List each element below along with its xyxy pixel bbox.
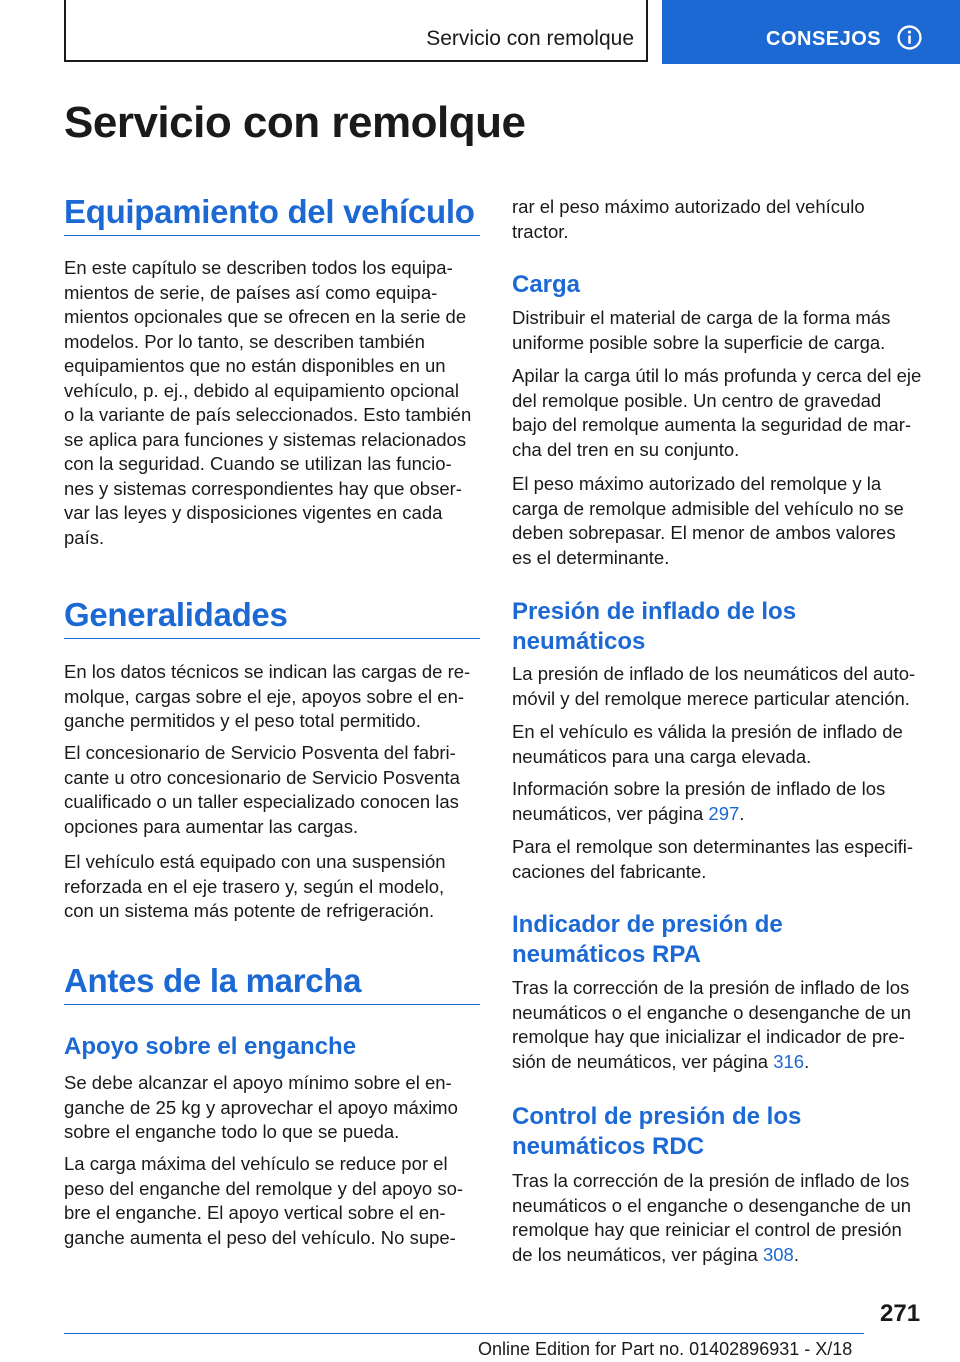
paragraph-rdc xyxy=(512,1169,942,1267)
text-line: neumáticos o el enganche o desenganche de un xyxy=(512,1194,912,1216)
text-line: molque, cargas sobre el eje, apoyos sobre el en- xyxy=(64,685,465,707)
text-line: neumáticos para una carga elevada. xyxy=(512,745,812,767)
text-line: cante u otro concesionario de Servicio Posventa xyxy=(64,766,460,788)
header-section-box xyxy=(64,0,648,62)
section-rule xyxy=(64,638,480,639)
text-line: bre el enganche. El apoyo vertical sobre el en- xyxy=(64,1202,446,1223)
text-line: o la variante de país seleccionados. Esto también xyxy=(64,404,472,425)
text-fragment: . xyxy=(739,802,745,824)
text-line-with-link xyxy=(512,1050,942,1075)
text-line: El vehículo está equipado con una suspensión xyxy=(64,851,446,872)
heading-generalidades: Generalidades xyxy=(64,596,288,633)
text-line: peso del enganche del remolque y del apoyo so- xyxy=(64,1177,464,1199)
info-icon[interactable] xyxy=(897,25,922,50)
text-line: equipamientos que no están disponibles en un xyxy=(64,355,446,376)
text-line: caciones del fabricante. xyxy=(512,860,707,882)
text-line: sobre el enganche todo lo que se pueda. xyxy=(64,1121,400,1142)
text-fragment: neumáticos, ver página xyxy=(512,802,709,824)
text-line: Se debe alcanzar el apoyo mínimo sobre el en- xyxy=(64,1072,452,1093)
header-tab-consejos[interactable] xyxy=(662,0,960,64)
paragraph-apoyo-2 xyxy=(64,1152,484,1250)
text-fragment: de los neumáticos, ver página xyxy=(512,1243,763,1265)
heading-line: Control de presión de los xyxy=(512,1103,802,1130)
section-rule xyxy=(64,235,480,236)
text-line: Tras la corrección de la presión de inflado de los xyxy=(512,1170,910,1191)
text-line: La presión de inflado de los neumáticos del auto- xyxy=(512,663,916,684)
text-line-with-link xyxy=(512,802,942,827)
text-line: ganche permitidos y el peso total permitido. xyxy=(64,710,421,731)
text-line: con un sistema más potente de refrigeración. xyxy=(64,900,435,921)
text-line: remolque hay que reiniciar el control de presión xyxy=(512,1219,902,1240)
heading-line: neumáticos RPA xyxy=(512,941,701,968)
text-line: deben sobrepasar. El menor de ambos valores xyxy=(512,522,896,543)
text-line: rar el peso máximo autorizado del vehículo xyxy=(512,196,865,217)
text-line: país. xyxy=(64,526,105,548)
text-line: Apilar la carga útil lo más profunda y cerca del eje xyxy=(512,365,922,386)
text-line: remolque hay que inicializar el indicador de pre- xyxy=(512,1026,905,1047)
text-line: mientos de serie, de países así como equipa- xyxy=(64,281,438,303)
text-line: mientos opcionales que se ofrecen en la serie de xyxy=(64,306,467,327)
text-line: reforzada en el eje trasero y, según el modelo, xyxy=(64,875,445,897)
text-line: tractor. xyxy=(512,220,569,242)
heading-antes-marcha: Antes de la marcha xyxy=(64,962,362,999)
paragraph-presion-1 xyxy=(512,662,942,711)
heading-equipamiento: Equipamiento del vehículo xyxy=(64,193,475,230)
section-rule xyxy=(64,1004,480,1005)
text-line: cha del tren en su conjunto. xyxy=(512,438,740,460)
text-line: Información sobre la presión de inflado de los xyxy=(512,778,886,799)
page-number: 271 xyxy=(880,1300,921,1327)
paragraph-equipamiento xyxy=(64,256,484,550)
heading-line: neumáticos xyxy=(512,628,646,655)
text-line: bajo del remolque aumenta la seguridad de mar- xyxy=(512,414,912,435)
text-fragment: . xyxy=(804,1050,810,1072)
heading-line: Presión de inflado de los xyxy=(512,598,797,625)
paragraph-carga-2 xyxy=(512,364,942,462)
text-line: La carga máxima del vehículo se reduce por el xyxy=(64,1153,448,1174)
page-link-316[interactable]: 316 xyxy=(773,1050,805,1072)
text-line: Distribuir el material de carga de la forma más xyxy=(512,307,891,328)
text-line: vehículo, p. ej., debido al equipamiento opcional xyxy=(64,379,459,401)
text-fragment: . xyxy=(793,1243,799,1265)
text-line: var las leyes y disposiciones vigentes en cada xyxy=(64,502,443,523)
paragraph-carga-3 xyxy=(512,472,942,570)
paragraph-continuation xyxy=(512,195,942,244)
heading-rdc xyxy=(512,1102,801,1162)
heading-line: neumáticos RDC xyxy=(512,1133,705,1160)
text-line: uniforme posible sobre la superficie de carga. xyxy=(512,331,886,353)
paragraph-generalidades-1 xyxy=(64,660,484,734)
page-title: Servicio con remolque xyxy=(64,98,526,147)
text-line: modelos. Por lo tanto, se describen también xyxy=(64,330,425,352)
text-line: se aplica para funciones y sistemas relacionados xyxy=(64,428,467,450)
paragraph-presion-4 xyxy=(512,835,942,884)
subheading-apoyo: Apoyo sobre el enganche xyxy=(64,1033,357,1060)
heading-presion-inflado xyxy=(512,597,796,657)
text-fragment: sión de neumáticos, ver página xyxy=(512,1050,774,1072)
page-link-308[interactable]: 308 xyxy=(762,1243,794,1265)
heading-line: Indicador de presión de xyxy=(512,911,783,938)
text-line: En el vehículo es válida la presión de inflado de xyxy=(512,721,903,742)
text-line: cualificado o un taller especializado conocen las xyxy=(64,791,459,812)
header-section-title: Servicio con remolque xyxy=(426,27,634,50)
footer-rule xyxy=(64,1333,864,1334)
heading-rpa xyxy=(512,910,783,970)
text-line: ganche aumenta el peso del vehículo. No supe- xyxy=(64,1226,456,1248)
text-line: opciones para aumentar las cargas. xyxy=(64,815,359,837)
text-line: Para el remolque son determinantes las especifi- xyxy=(512,836,914,857)
text-line: con la seguridad. Cuando se utilizan las funcio- xyxy=(64,453,452,474)
paragraph-generalidades-3 xyxy=(64,850,484,924)
text-line: móvil y del remolque merece particular atención. xyxy=(512,687,910,709)
paragraph-apoyo-1 xyxy=(64,1071,484,1145)
text-line: ganche de 25 kg y aprovechar el apoyo máximo xyxy=(64,1096,458,1118)
paragraph-presion-2 xyxy=(512,720,942,769)
page-link-297[interactable]: 297 xyxy=(708,802,740,824)
text-line: El peso máximo autorizado del remolque y la xyxy=(512,473,882,494)
paragraph-rpa xyxy=(512,976,942,1074)
text-line: Tras la corrección de la presión de inflado de los xyxy=(512,977,910,998)
footer-edition: Online Edition for Part no. 01402896931 - X/18 xyxy=(478,1339,853,1359)
paragraph-presion-3 xyxy=(512,777,942,826)
text-line: neumáticos o el enganche o desenganche de un xyxy=(512,1001,912,1023)
heading-carga: Carga xyxy=(512,271,581,298)
text-line: En este capítulo se describen todos los equipa- xyxy=(64,257,453,278)
paragraph-carga-1 xyxy=(512,306,942,355)
text-line: En los datos técnicos se indican las cargas de re- xyxy=(64,661,471,682)
text-line-with-link xyxy=(512,1243,942,1268)
text-line: carga de remolque admisible del vehículo no se xyxy=(512,497,904,519)
text-line: El concesionario de Servicio Posventa del fabri- xyxy=(64,742,456,763)
text-line: nes y sistemas correspondientes hay que obser- xyxy=(64,477,462,499)
paragraph-generalidades-2 xyxy=(64,741,484,839)
text-line: es el determinante. xyxy=(512,546,670,568)
header-tab-label: CONSEJOS xyxy=(766,28,882,50)
text-line: del remolque posible. Un centro de gravedad xyxy=(512,389,882,411)
